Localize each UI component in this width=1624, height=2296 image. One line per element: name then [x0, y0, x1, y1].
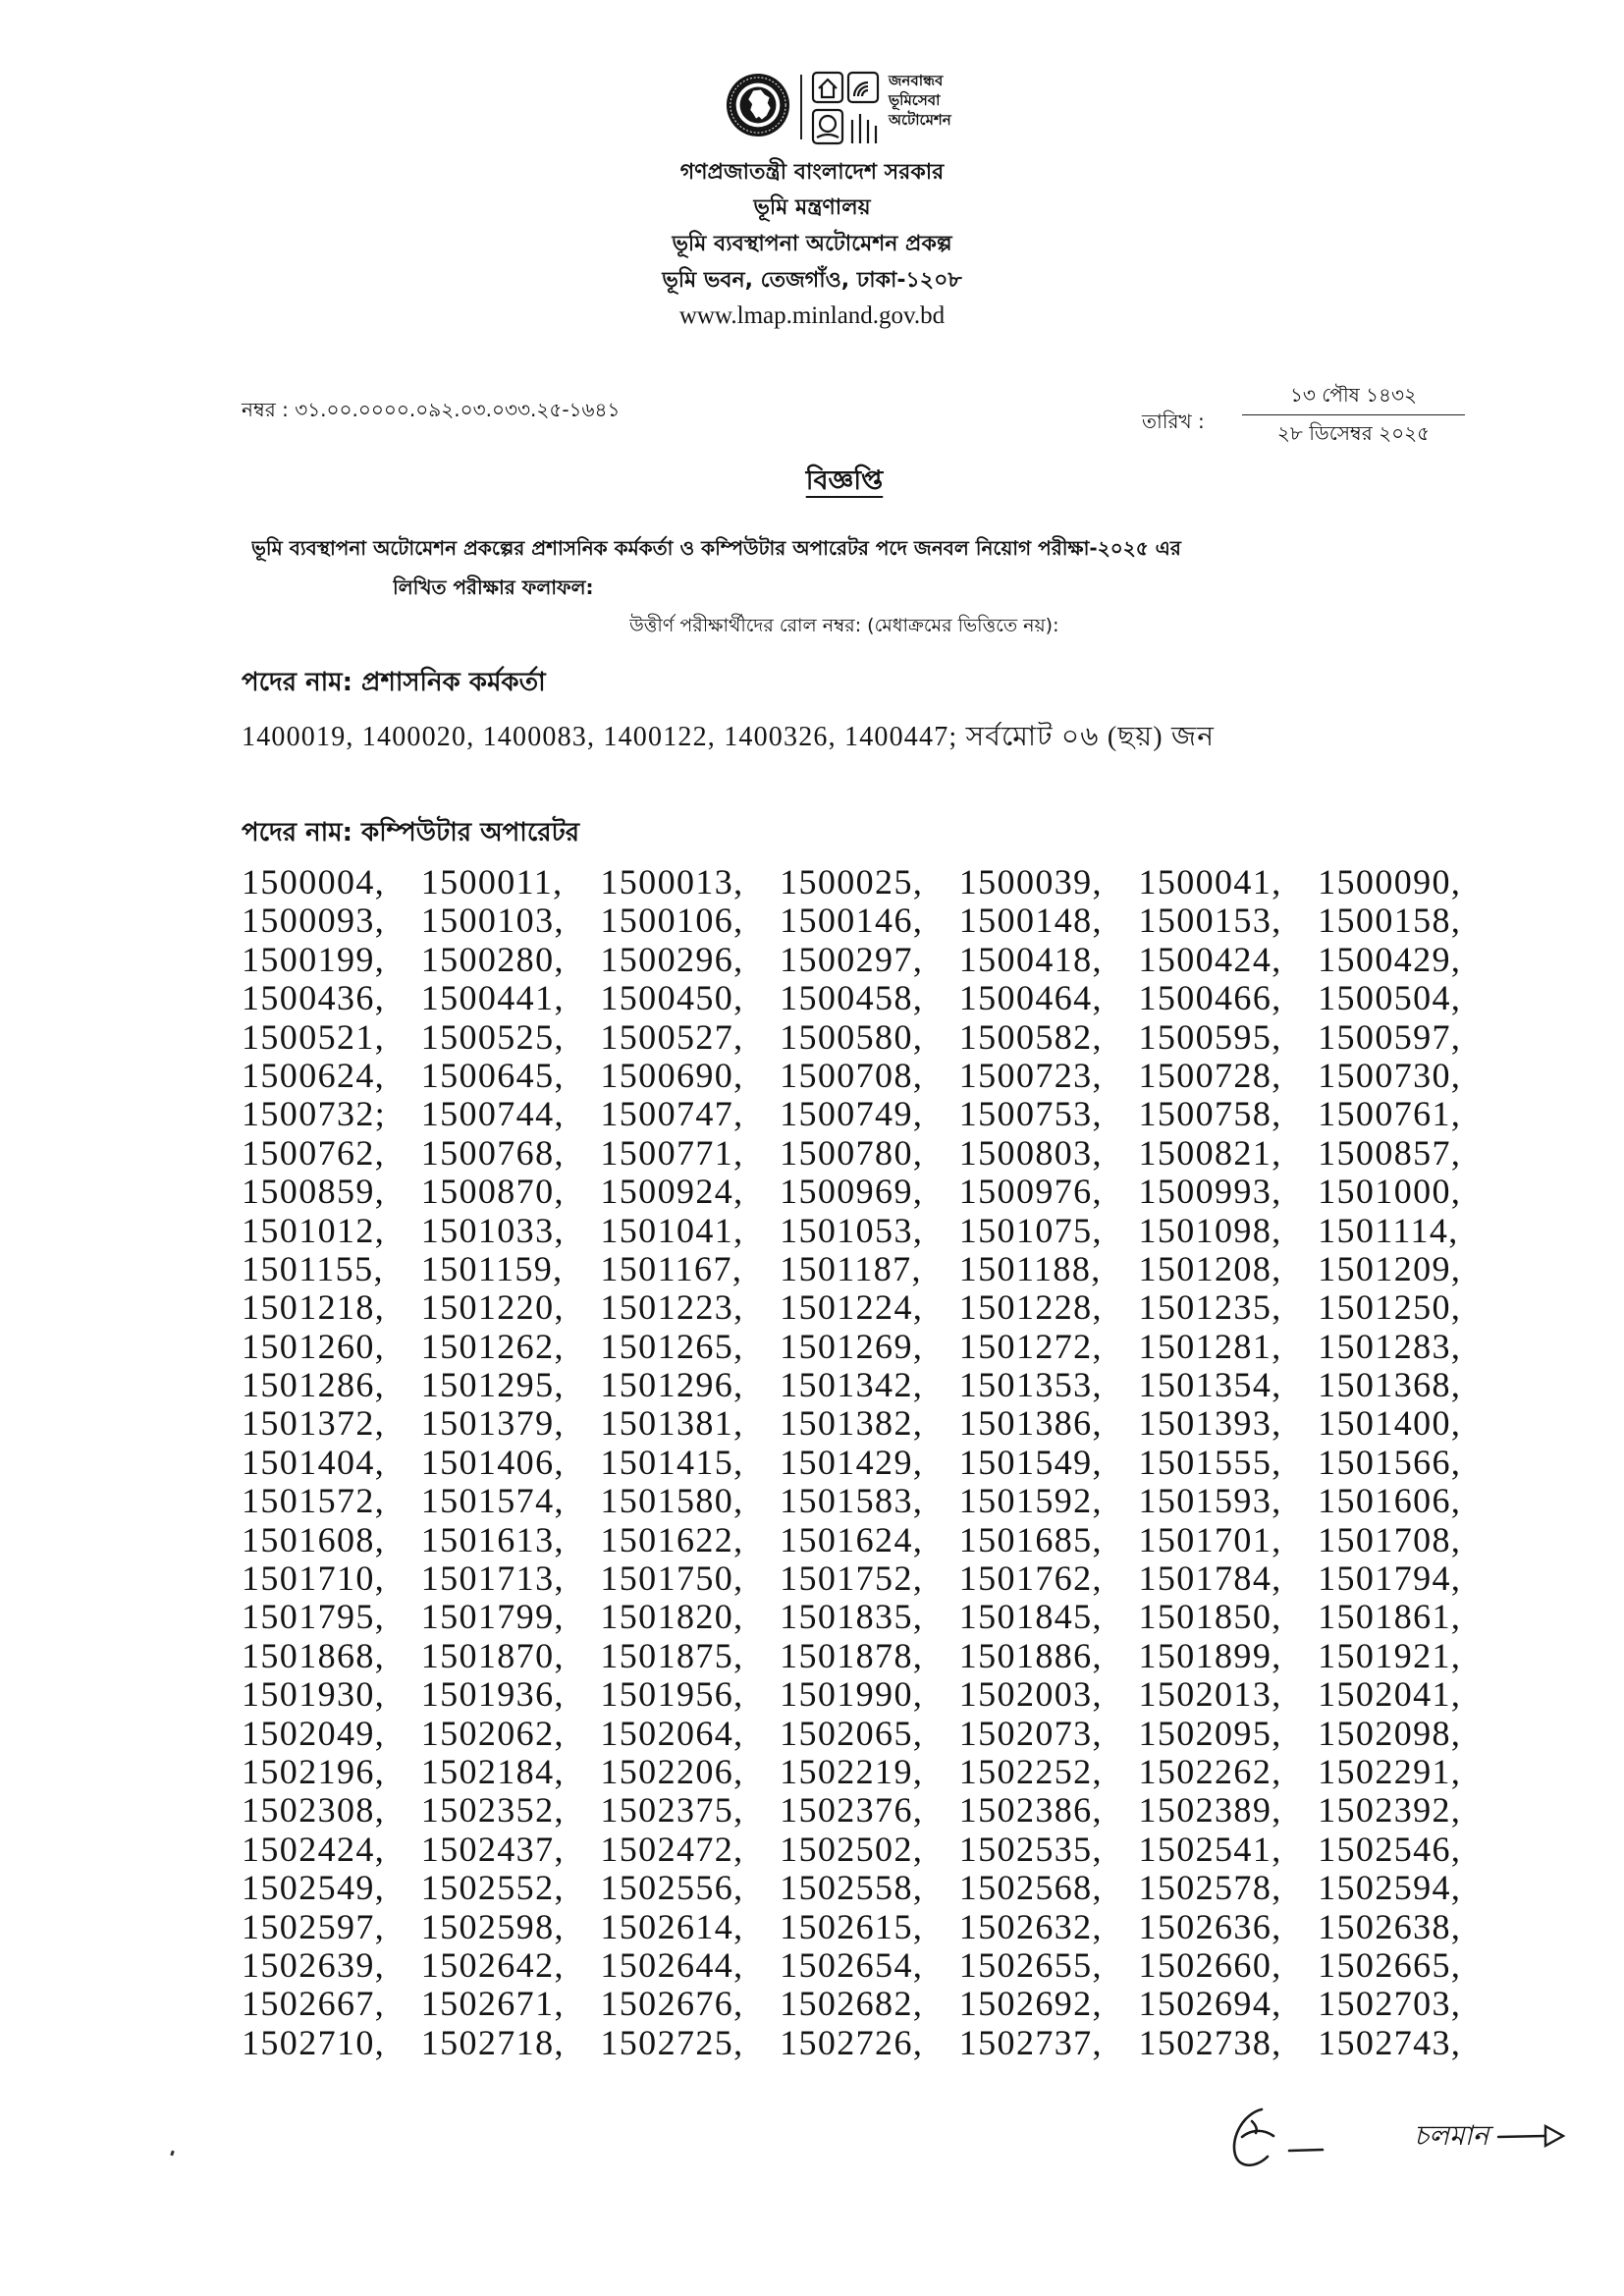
roll-number: 1501000,: [1318, 1172, 1462, 1212]
roll-number: 1501209,: [1318, 1248, 1462, 1288]
roll-number: 1502632,: [958, 1906, 1103, 1946]
roll-row: [242, 2024, 1597, 2062]
roll-number: 1501710,: [242, 1558, 386, 1599]
roll-number: 1500597,: [1318, 1016, 1462, 1057]
roll-row: [242, 902, 1597, 940]
roll-number: 1502541,: [1138, 1829, 1282, 1869]
roll-number: 1502556,: [600, 1868, 744, 1908]
roll-number: 1502725,: [600, 2022, 744, 2062]
roll-number: 1501296,: [600, 1365, 744, 1405]
roll-number: 1500525,: [420, 1016, 565, 1057]
roll-number: 1501269,: [780, 1326, 924, 1366]
roll-number: 1500753,: [958, 1094, 1103, 1134]
roll-number: 1500761,: [1318, 1094, 1462, 1134]
roll-number: 1501549,: [958, 1442, 1103, 1482]
roll-number: 1501381,: [600, 1403, 744, 1444]
roll-number: 1502598,: [420, 1906, 565, 1946]
roll-row: [242, 1985, 1597, 2023]
roll-number: 1501295,: [420, 1365, 565, 1405]
roll-number: 1502552,: [420, 1868, 565, 1908]
roll-row: [242, 1946, 1597, 1985]
roll-number: 1501624,: [780, 1519, 924, 1559]
office-address: ভূমি ভবন, তেজগাঁও, ঢাকা-১২০৮: [662, 268, 962, 293]
roll-number: 1502184,: [420, 1751, 565, 1791]
roll-row: [242, 1288, 1597, 1327]
roll-number: 1502308,: [242, 1790, 386, 1831]
roll-row: [242, 1869, 1597, 1907]
date-gregorian: ২৮ ডিসেম্বর ২০২৫: [1276, 421, 1431, 445]
roll-number: 1501393,: [1138, 1403, 1282, 1444]
roll-number: 1500870,: [420, 1172, 565, 1212]
roll-number: 1501187,: [780, 1248, 922, 1288]
roll-number: 1501386,: [958, 1403, 1103, 1444]
roll-row: [242, 1366, 1597, 1404]
roll-row: [242, 863, 1597, 902]
roll-number: 1501708,: [1318, 1519, 1462, 1559]
roll-number: 1500976,: [958, 1172, 1103, 1212]
roll-number: 1502472,: [600, 1829, 744, 1869]
roll-number: 1502558,: [780, 1868, 924, 1908]
roll-number: 1502389,: [1138, 1790, 1282, 1831]
roll-number: 1502682,: [780, 1984, 924, 2024]
roll-number: 1501592,: [958, 1481, 1103, 1521]
roll-number: 1502738,: [1138, 2022, 1282, 2062]
roll-number: 1500521,: [242, 1016, 386, 1057]
roll-number: 1501220,: [420, 1287, 565, 1328]
roll-number: 1501404,: [242, 1442, 386, 1482]
roll-number: 1500690,: [600, 1055, 744, 1095]
roll-number: 1500624,: [242, 1055, 386, 1095]
roll-number: 1501033,: [420, 1210, 565, 1250]
roll-number: 1501053,: [780, 1210, 924, 1250]
date-block: [1242, 382, 1465, 446]
roll-number: 1502196,: [242, 1751, 386, 1791]
roll-number: 1501870,: [420, 1635, 565, 1675]
roll-number: 1501382,: [780, 1403, 924, 1444]
roll-number: 1500004,: [242, 862, 386, 902]
roll-number: 1502013,: [1138, 1674, 1282, 1715]
notice-heading-line2: লিখিত পরীক্ষার ফলাফল:: [393, 575, 594, 599]
roll-number: 1501400,: [1318, 1403, 1462, 1444]
roll-number: 1501850,: [1138, 1597, 1282, 1637]
roll-row: [242, 1675, 1597, 1714]
roll-number: 1502718,: [420, 2022, 565, 2062]
roll-number: 1500993,: [1138, 1172, 1282, 1212]
roll-number: 1501250,: [1318, 1287, 1462, 1328]
logo-divider: [800, 75, 802, 139]
roll-row: [242, 1831, 1597, 1869]
roll-number: 1500758,: [1138, 1094, 1282, 1134]
roll-number: 1500296,: [600, 939, 744, 979]
website-url: www.lmap.minland.gov.bd: [678, 302, 946, 329]
roll-number: 1500728,: [1138, 1055, 1282, 1095]
government-seal-icon: [725, 72, 791, 138]
roll-number: 1502375,: [600, 1790, 744, 1831]
roll-number: 1501354,: [1138, 1365, 1282, 1405]
roll-number: 1502615,: [780, 1906, 924, 1946]
roll-number: 1501875,: [600, 1635, 744, 1675]
roll-number: 1501379,: [420, 1403, 565, 1444]
roll-number: 1502660,: [1138, 1944, 1282, 1985]
date-label: তারিখ :: [1142, 410, 1205, 433]
notice-heading-line1: ভূমি ব্যবস্থাপনা অটোমেশন প্রকল্পের প্রশাসনিক কর্মকর্তা ও কম্পিউটার অপারেটর পদে জনবল নিয়োগ পরীক্ষা-২০২৫ এর: [251, 536, 1181, 560]
roll-number: 1500803,: [958, 1132, 1103, 1173]
roll-number: 1500645,: [420, 1055, 565, 1095]
roll-number: 1501799,: [420, 1597, 565, 1637]
roll-number: 1500732;: [242, 1094, 387, 1134]
roll-number: 1502065,: [780, 1713, 924, 1753]
roll-number: 1501784,: [1138, 1558, 1282, 1599]
post-title-computer-operator: পদের নাম: কম্পিউটার অপারেটর: [242, 818, 580, 847]
arrow-right-icon: [1496, 2121, 1567, 2151]
roll-number: 1502437,: [420, 1829, 565, 1869]
roll-number: 1500969,: [780, 1172, 924, 1212]
roll-number: 1502654,: [780, 1944, 924, 1985]
roll-number: 1501580,: [600, 1481, 744, 1521]
roll-number: 1502535,: [958, 1829, 1103, 1869]
roll-number: 1501886,: [958, 1635, 1103, 1675]
roll-number: 1500859,: [242, 1172, 386, 1212]
roll-number: 1502614,: [600, 1906, 744, 1946]
roll-number: 1501114,: [1318, 1210, 1459, 1250]
roll-number: 1501265,: [600, 1326, 744, 1366]
scan-speck: [170, 2151, 175, 2157]
roll-number: 1501555,: [1138, 1442, 1282, 1482]
brand-line: অটোমেশন: [889, 111, 951, 129]
roll-number: 1500464,: [958, 978, 1103, 1018]
roll-number: 1500582,: [958, 1016, 1103, 1057]
roll-number: 1501930,: [242, 1674, 386, 1715]
roll-number: 1502206,: [600, 1751, 744, 1791]
roll-row: [242, 1637, 1597, 1675]
brand-wordmark: [889, 71, 997, 130]
roll-number: 1501583,: [780, 1481, 924, 1521]
government-name: গণপ্রজাতন্ত্রী বাংলাদেশ সরকার: [679, 160, 945, 185]
roll-number: 1501608,: [242, 1519, 386, 1559]
roll-number: 1500780,: [780, 1132, 924, 1173]
roll-number: 1501861,: [1318, 1597, 1462, 1637]
roll-number: 1502642,: [420, 1944, 565, 1985]
roll-number: 1502003,: [958, 1674, 1103, 1715]
roll-number: 1500093,: [242, 901, 386, 941]
roll-number: 1500458,: [780, 978, 924, 1018]
roll-row: [242, 1444, 1597, 1482]
roll-number: 1500429,: [1318, 939, 1462, 979]
roll-number: 1502424,: [242, 1829, 386, 1869]
roll-number: 1501159,: [420, 1248, 564, 1288]
ministry-name: ভূমি মন্ত্রণালয়: [753, 195, 871, 220]
roll-row: [242, 1791, 1597, 1830]
roll-number: 1501281,: [1138, 1326, 1282, 1366]
roll-number: 1500730,: [1318, 1055, 1462, 1095]
roll-number: 1501685,: [958, 1519, 1103, 1559]
roll-number: 1500924,: [600, 1172, 744, 1212]
roll-number: 1502291,: [1318, 1751, 1462, 1791]
roll-number: 1501368,: [1318, 1365, 1462, 1405]
roll-number: 1502073,: [958, 1713, 1103, 1753]
roll-number: 1501012,: [242, 1210, 386, 1250]
roll-number: 1502743,: [1318, 2022, 1462, 2062]
roll-row: [242, 979, 1597, 1017]
roll-number: 1500441,: [420, 978, 565, 1018]
roll-number: 1502252,: [958, 1751, 1103, 1791]
roll-number: 1501752,: [780, 1558, 924, 1599]
roll-number: 1501899,: [1138, 1635, 1282, 1675]
roll-number: 1500436,: [242, 978, 386, 1018]
memo-number: ৩১.০০.০০০০.০৯২.০৩.০৩৩.২৫-১৬৪১: [295, 398, 621, 421]
roll-number: 1502095,: [1138, 1713, 1282, 1753]
roll-number: 1501262,: [420, 1326, 565, 1366]
roll-number: 1502710,: [242, 2022, 386, 2062]
roll-number: 1502639,: [242, 1944, 386, 1985]
roll-number: 1501713,: [420, 1558, 565, 1599]
post-title-administrative-officer: পদের নাম: প্রশাসনিক কর্মকর্তা: [242, 668, 546, 697]
roll-number: 1500450,: [600, 978, 744, 1018]
roll-number: 1502386,: [958, 1790, 1103, 1831]
roll-number: 1501167,: [600, 1248, 743, 1288]
roll-number: 1500762,: [242, 1132, 386, 1173]
roll-number: 1501835,: [780, 1597, 924, 1637]
roll-number: 1500723,: [958, 1055, 1103, 1095]
roll-number: 1502049,: [242, 1713, 386, 1753]
roll-number: 1501406,: [420, 1442, 565, 1482]
roll-number: 1501845,: [958, 1597, 1103, 1637]
roll-number: 1502262,: [1138, 1751, 1282, 1791]
roll-number: 1500768,: [420, 1132, 565, 1173]
roll-number: 1501188,: [958, 1248, 1102, 1288]
roll-number: 1501921,: [1318, 1635, 1462, 1675]
roll-number: 1501593,: [1138, 1481, 1282, 1521]
roll-number: 1500106,: [600, 901, 744, 941]
roll-number: 1501956,: [600, 1674, 744, 1715]
roll-number: 1500153,: [1138, 901, 1282, 941]
roll-number: 1501936,: [420, 1674, 565, 1715]
roll-number: 1501228,: [958, 1287, 1103, 1328]
roll-number: 1500821,: [1138, 1132, 1282, 1173]
roll-number: 1500148,: [958, 901, 1103, 941]
roll-number: 1501868,: [242, 1635, 386, 1675]
roll-number: 1500199,: [242, 939, 386, 979]
roll-number: 1501283,: [1318, 1326, 1462, 1366]
roll-row: [242, 1018, 1597, 1057]
roll-number: 1500749,: [780, 1094, 924, 1134]
roll-row: [242, 1404, 1597, 1443]
land-service-automation-icon: [811, 71, 882, 145]
roll-number: 1502644,: [600, 1944, 744, 1985]
roll-number: 1502041,: [1318, 1674, 1462, 1715]
roll-row: [242, 1134, 1597, 1173]
roll-number: 1502703,: [1318, 1984, 1462, 2024]
roll-number: 1502636,: [1138, 1906, 1282, 1946]
roll-number: 1500771,: [600, 1132, 744, 1173]
roll-number: 1501613,: [420, 1519, 565, 1559]
roll-number: 1501429,: [780, 1442, 924, 1482]
roll-row: [242, 1482, 1597, 1520]
roll-number: 1501762,: [958, 1558, 1103, 1599]
roll-number: 1501606,: [1318, 1481, 1462, 1521]
roll-number: 1501041,: [600, 1210, 744, 1250]
roll-row: [242, 1598, 1597, 1636]
roll-number: 1500146,: [780, 901, 924, 941]
brand-line: ভূমিসেবা: [889, 91, 941, 109]
roll-number: 1500418,: [958, 939, 1103, 979]
roll-number: 1500041,: [1138, 862, 1282, 902]
roll-number: 1500280,: [420, 939, 565, 979]
roll-number: 1501622,: [600, 1519, 744, 1559]
roll-number: 1502726,: [780, 2022, 924, 2062]
roll-number: 1500424,: [1138, 939, 1282, 979]
roll-number: 1501218,: [242, 1287, 386, 1328]
roll-number: 1500090,: [1318, 862, 1462, 902]
roll-number: 1502594,: [1318, 1868, 1462, 1908]
roll-number: 1502546,: [1318, 1829, 1462, 1869]
roll-number: 1501155,: [242, 1248, 384, 1288]
roll-number: 1502352,: [420, 1790, 565, 1831]
memo-reference: [242, 397, 620, 422]
roll-number: 1502597,: [242, 1906, 386, 1946]
roll-number: 1502098,: [1318, 1713, 1462, 1753]
continued-text: চলমান: [1414, 2119, 1489, 2152]
roll-row: [242, 1212, 1597, 1250]
roll-number: 1500744,: [420, 1094, 565, 1134]
roll-row: [242, 1328, 1597, 1366]
roll-number: 1502692,: [958, 1984, 1103, 2024]
notice-subheading: উত্তীর্ণ পরীক্ষার্থীদের রোল নম্বর: (মেধাক্রমের ভিত্তিতে নয়):: [629, 615, 1059, 636]
roll-number: 1502062,: [420, 1713, 565, 1753]
roll-number: 1502655,: [958, 1944, 1103, 1985]
handwritten-signature-icon: [1222, 2100, 1332, 2174]
roll-number: 1501750,: [600, 1558, 744, 1599]
roll-number: 1502694,: [1138, 1984, 1282, 2024]
roll-number: 1501701,: [1138, 1519, 1282, 1559]
roll-row: [242, 1057, 1597, 1095]
project-name: ভূমি ব্যবস্থাপনা অটোমেশন প্রকল্প: [672, 232, 952, 256]
roll-number: 1501566,: [1318, 1442, 1462, 1482]
roll-number: 1500011,: [420, 862, 564, 902]
roll-number: 1502502,: [780, 1829, 924, 1869]
administrative-officer-roll-list: 1400019, 1400020, 1400083, 1400122, 1400326, 1400447; সর্বমোট ০৬ (ছয়) জন: [242, 722, 1216, 752]
roll-number: 1500103,: [420, 901, 565, 941]
roll-number: 1501794,: [1318, 1558, 1462, 1599]
roll-number: 1500013,: [600, 862, 744, 902]
roll-number: 1502568,: [958, 1868, 1103, 1908]
roll-number: 1501235,: [1138, 1287, 1282, 1328]
roll-number: 1501223,: [600, 1287, 744, 1328]
roll-row: [242, 1521, 1597, 1559]
roll-row: [242, 1559, 1597, 1598]
roll-number: 1502737,: [958, 2022, 1103, 2062]
date-bangla: ১৩ পৌষ ১৪৩২: [1289, 383, 1418, 407]
roll-number: 1501208,: [1138, 1248, 1282, 1288]
roll-number: 1501820,: [600, 1597, 744, 1637]
roll-row: [242, 1715, 1597, 1753]
roll-number: 1502392,: [1318, 1790, 1462, 1831]
roll-number: 1500504,: [1318, 978, 1462, 1018]
roll-number: 1502578,: [1138, 1868, 1282, 1908]
roll-number: 1500857,: [1318, 1132, 1462, 1173]
roll-number: 1500158,: [1318, 901, 1462, 941]
roll-number: 1500025,: [780, 862, 924, 902]
roll-number: 1500747,: [600, 1094, 744, 1134]
roll-number: 1501572,: [242, 1481, 386, 1521]
memo-label: নম্বর :: [242, 398, 289, 421]
roll-number: 1502219,: [780, 1751, 924, 1791]
roll-number: 1502064,: [600, 1713, 744, 1753]
brand-line: জনবান্ধব: [889, 72, 944, 89]
roll-number: 1500297,: [780, 939, 924, 979]
roll-number: 1501098,: [1138, 1210, 1282, 1250]
roll-number: 1501795,: [242, 1597, 386, 1637]
roll-row: [242, 1753, 1597, 1791]
roll-number-grid: [242, 863, 1597, 2062]
roll-number: 1501075,: [958, 1210, 1103, 1250]
roll-number: 1501342,: [780, 1365, 924, 1405]
roll-number: 1500580,: [780, 1016, 924, 1057]
roll-number: 1501286,: [242, 1365, 386, 1405]
roll-row: [242, 1095, 1597, 1133]
roll-number: 1502549,: [242, 1868, 386, 1908]
roll-number: 1501574,: [420, 1481, 565, 1521]
roll-number: 1501260,: [242, 1326, 386, 1366]
roll-number: 1500527,: [600, 1016, 744, 1057]
roll-number: 1501415,: [600, 1442, 744, 1482]
roll-number: 1501990,: [780, 1674, 924, 1715]
roll-row: [242, 1173, 1597, 1211]
roll-row: [242, 1250, 1597, 1288]
notice-title: বিজ্ঞপ্তি: [805, 465, 884, 496]
roll-number: 1500039,: [958, 862, 1103, 902]
roll-number: 1502676,: [600, 1984, 744, 2024]
roll-number: 1500595,: [1138, 1016, 1282, 1057]
roll-number: 1502671,: [420, 1984, 565, 2024]
roll-number: 1500708,: [780, 1055, 924, 1095]
continued-marker: [1414, 2111, 1610, 2160]
roll-number: 1501372,: [242, 1403, 386, 1444]
roll-number: 1502667,: [242, 1984, 386, 2024]
roll-number: 1502376,: [780, 1790, 924, 1831]
roll-number: 1502638,: [1318, 1906, 1462, 1946]
roll-row: [242, 941, 1597, 979]
roll-number: 1500466,: [1138, 978, 1282, 1018]
roll-number: 1501224,: [780, 1287, 924, 1328]
roll-number: 1501353,: [958, 1365, 1103, 1405]
roll-number: 1502665,: [1318, 1944, 1462, 1985]
roll-number: 1501272,: [958, 1326, 1103, 1366]
roll-row: [242, 1908, 1597, 1946]
date-divider: [1242, 414, 1465, 415]
roll-number: 1501878,: [780, 1635, 924, 1675]
